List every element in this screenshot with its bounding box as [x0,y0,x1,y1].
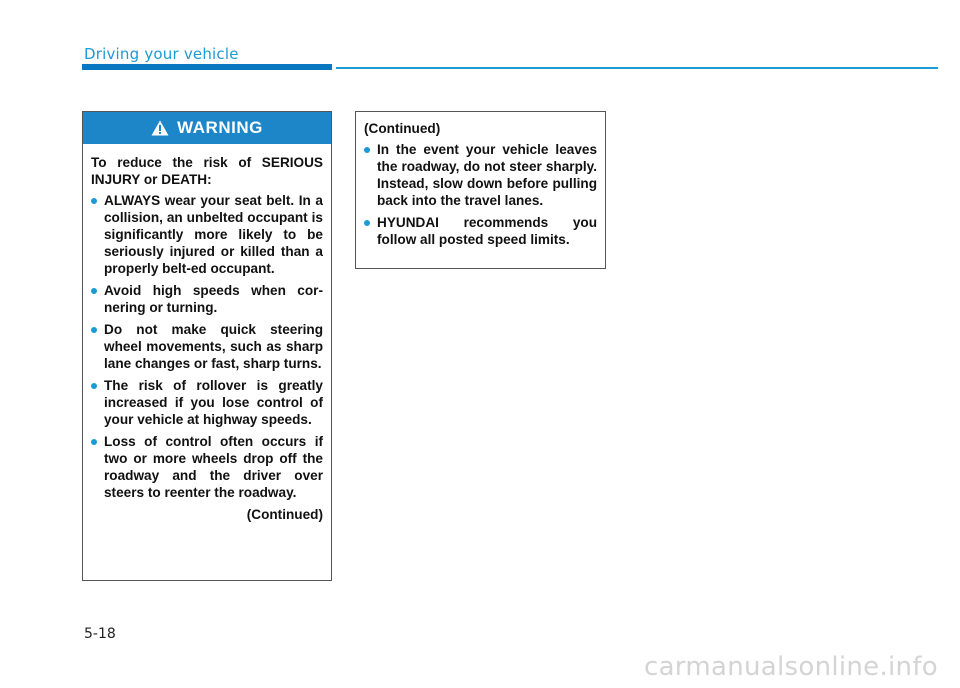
list-item [91,377,323,428]
continued-label: (Continued) [364,121,441,136]
section-title: Driving your vehicle [84,45,239,63]
bullet-icon [364,147,370,153]
warning-box [82,111,332,581]
list-item [364,214,597,248]
header-rule [336,67,938,69]
list-item-text: The risk of rollover is greatly increased if you lose control of your vehicle at highway speeds. [104,378,323,427]
bullet-icon [91,383,97,389]
bullet-icon [91,327,97,333]
watermark: carmanualsonline.info [643,652,938,682]
warning-banner [83,112,331,144]
list-item [91,282,323,316]
header-bar [82,64,332,70]
list-item [91,321,323,372]
list-item-text: HYUNDAI recommends you follow all posted speed limits. [377,215,597,247]
bullet-icon [91,439,97,445]
list-item [91,192,323,277]
continued-label: (Continued) [246,507,323,522]
bullet-icon [91,198,97,204]
bullet-icon [91,288,97,294]
list-item-text: Do not make quick steering wheel movements, such as sharp lane changes or fast, sharp turns. [104,322,323,371]
list-item [91,433,323,501]
list-item-text: In the event your vehicle leaves the roadway, do not steer sharply. Instead, slow down before pulling back into the travel lanes. [377,142,597,208]
list-item-text: Avoid high speeds when cor-nering or turning. [104,283,323,315]
list-item-text: ALWAYS wear your seat belt. In a collision, an unbelted occupant is significantly more likely to be seriously injured or killed than a properly belt-ed occupant. [104,193,323,276]
warning-content [83,144,331,523]
list-item [364,141,597,209]
warning-triangle-icon [151,120,169,136]
continued-box [355,111,606,269]
bullet-icon [364,220,370,226]
list-item-text: Loss of control often occurs if two or more wheels drop off the roadway and the driver over steers to reenter the roadway. [104,434,323,500]
page-number: 5-18 [84,626,116,642]
continued-content [356,112,605,248]
warning-label: WARNING [177,118,263,137]
warning-intro: To reduce the risk of SERIOUS INJURY or DEATH: [91,155,323,187]
